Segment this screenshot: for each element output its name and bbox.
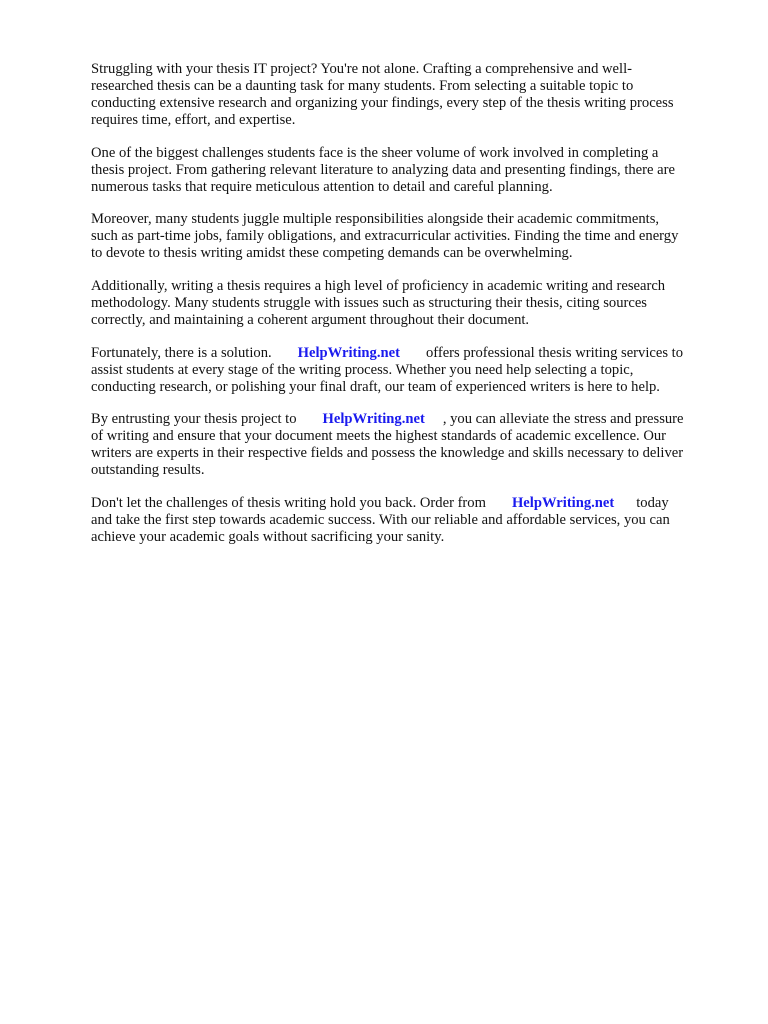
text-segment: Fortunately, there is a solution. — [91, 345, 272, 361]
text-line: methodology. Many students struggle with issues such as structuring their thesis, citing sources — [91, 295, 647, 311]
text-segment: , you can alleviate the stress and pressure — [442, 411, 684, 427]
text-segment: offers professional thesis writing services to — [425, 345, 684, 361]
text-line: correctly, and maintaining a coherent argument throughout their document. — [91, 312, 530, 328]
paragraph-5 — [91, 345, 683, 396]
text-line: assist students at every stage of the writing process. Whether you need help selecting a topic, — [91, 362, 634, 378]
text-line: conducting extensive research and organizing your findings, every step of the thesis writing process — [91, 95, 674, 111]
text-line: outstanding results. — [91, 462, 205, 478]
helpwriting-link[interactable]: HelpWriting.net — [297, 345, 400, 361]
paragraph-4 — [91, 278, 665, 329]
paragraph-6 — [91, 411, 684, 479]
paragraph-1 — [91, 61, 674, 129]
text-segment: By entrusting your thesis project to — [91, 411, 297, 427]
paragraph-7 — [91, 495, 670, 546]
text-line: Additionally, writing a thesis requires a high level of proficiency in academic writing and research — [91, 278, 666, 294]
text-line: of writing and ensure that your document meets the highest standards of academic excellence. Our — [91, 428, 667, 444]
text-line: achieve your academic goals without sacrificing your sanity. — [91, 529, 445, 545]
text-line: researched thesis can be a daunting task for many students. From selecting a suitable topic to — [91, 78, 634, 94]
text-line: to devote to thesis writing amidst these competing demands can be overwhelming. — [91, 245, 573, 261]
text-segment: Don't let the challenges of thesis writing hold you back. Order from — [91, 495, 486, 511]
text-line: conducting research, or polishing your final draft, our team of experienced writers is here to help. — [91, 379, 660, 395]
text-line — [91, 495, 670, 512]
helpwriting-link[interactable]: HelpWriting.net — [322, 411, 425, 427]
paragraph-3 — [91, 211, 678, 262]
text-line: Moreover, many students juggle multiple responsibilities alongside their academic commitments, — [91, 211, 660, 227]
text-segment: today — [636, 495, 669, 511]
helpwriting-link[interactable]: HelpWriting.net — [511, 495, 615, 511]
text-line: One of the biggest challenges students face is the sheer volume of work involved in completing a — [91, 145, 659, 161]
text-line: and take the first step towards academic success. With our reliable and affordable services, you can — [91, 512, 670, 528]
text-line: such as part-time jobs, family obligations, and extracurricular activities. Finding the time and energy — [91, 228, 679, 244]
text-line: writers are experts in their respective fields and possess the knowledge and skills necessary to deliver — [91, 445, 684, 461]
text-line: numerous tasks that require meticulous attention to detail and careful planning. — [91, 179, 553, 195]
text-line: Struggling with your thesis IT project? You're not alone. Crafting a comprehensive and well- — [91, 61, 633, 77]
text-line: thesis project. From gathering relevant literature to analyzing data and presenting findings, there are — [91, 162, 675, 178]
text-line: requires time, effort, and expertise. — [91, 112, 296, 128]
text-line — [91, 411, 684, 428]
text-line — [91, 345, 683, 362]
paragraph-2 — [91, 145, 675, 196]
